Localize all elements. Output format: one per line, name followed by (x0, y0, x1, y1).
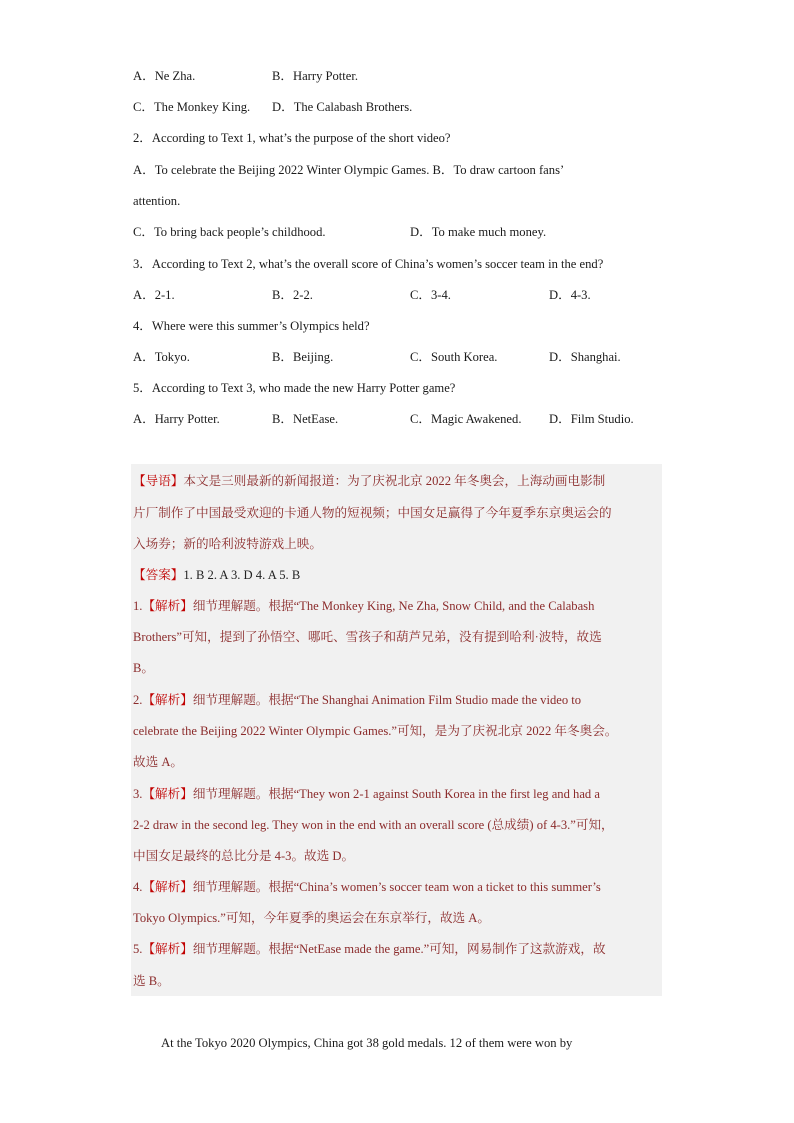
analysis-2-num: 2. (133, 693, 143, 707)
answers-tag: 【答案】 (133, 568, 184, 582)
analysis-2-line-2: celebrate the Beijing 2022 Winter Olympic Games.”可知，是为了庆祝北京 2022 年冬奥会。 (133, 724, 618, 738)
q2-option-b-cont: attention. (133, 194, 181, 208)
q1-option-b: B．Harry Potter. (272, 69, 359, 83)
q3-option-a: A．2-1. (133, 288, 175, 302)
analysis-5-line-2: 选 B。 (133, 974, 170, 988)
guide-line-1 (133, 473, 605, 489)
analysis-4-tag: 【解析】 (142, 880, 193, 894)
analysis-3-tag: 【解析】 (142, 787, 193, 801)
analysis-1-text-1: 细节理解题。根据“The Monkey King, Ne Zha, Snow Child, and the Calabash (192, 599, 595, 613)
analysis-5-num: 5. (133, 942, 143, 956)
q5-stem: 5．According to Text 3, who made the new Harry Potter game? (133, 381, 456, 395)
q4-option-a: A．Tokyo. (133, 350, 190, 364)
q3-option-d: D．4-3. (549, 288, 591, 302)
analysis-5-tag: 【解析】 (142, 942, 193, 956)
next-passage-text: At the Tokyo 2020 Olympics, China got 38 gold medals. 12 of them were won by (161, 1036, 573, 1050)
q2-option-a-b: A．To celebrate the Beijing 2022 Winter Olympic Games. B．To draw cartoon fans’ (133, 163, 565, 177)
q5-option-b: B．NetEase. (272, 412, 339, 426)
analysis-4-line-1 (133, 879, 601, 895)
analysis-1-line-3: B。 (133, 661, 154, 675)
analysis-4-text-1: 细节理解题。根据“China’s women’s soccer team won a ticket to this summer’s (192, 880, 601, 894)
q3-option-c: C．3-4. (410, 288, 451, 302)
q2-stem: 2．According to Text 1, what’s the purpose of the short video? (133, 131, 451, 145)
analysis-4-line-2: Tokyo Olympics.”可知，今年夏季的奥运会在东京举行，故选 A。 (133, 911, 490, 925)
analysis-2-tag: 【解析】 (142, 693, 193, 707)
guide-line-3: 入场券；新的哈利波特游戏上映。 (133, 537, 322, 551)
q4-stem: 4．Where were this summer’s Olympics held? (133, 319, 370, 333)
q1-option-c: C．The Monkey King. (133, 100, 251, 114)
analysis-3-line-2: 2-2 draw in the second leg. They won in the end with an overall score (总成绩) of 4-3.”可知， (133, 818, 614, 832)
q2-option-d: D．To make much money. (410, 225, 547, 239)
analysis-3-line-3: 中国女足最终的总比分是 4-3。故选 D。 (133, 849, 355, 863)
q2-option-c: C．To bring back people’s childhood. (133, 225, 326, 239)
q5-option-c: C．Magic Awakened. (410, 412, 522, 426)
q5-option-d: D．Film Studio. (549, 412, 634, 426)
guide-tag: 【导语】 (133, 474, 184, 488)
analysis-5-line-1 (133, 941, 606, 957)
q3-option-b: B．2-2. (272, 288, 313, 302)
answers-text: 1. B 2. A 3. D 4. A 5. B (183, 568, 301, 582)
analysis-2-text-1: 细节理解题。根据“The Shanghai Animation Film Studio made the video to (192, 693, 582, 707)
analysis-5-text-1: 细节理解题。根据“NetEase made the game.”可知，网易制作了这款游戏，故 (192, 942, 606, 956)
analysis-4-num: 4. (133, 880, 143, 894)
analysis-1-tag: 【解析】 (142, 599, 193, 613)
analysis-2-line-3: 故选 A。 (133, 755, 184, 769)
q5-option-a: A．Harry Potter. (133, 412, 220, 426)
analysis-3-text-1: 细节理解题。根据“They won 2-1 against South Korea in the first leg and had a (192, 787, 600, 801)
q4-option-c: C．South Korea. (410, 350, 498, 364)
guide-text-1: 本文是三则最新的新闻报道：为了庆祝北京 2022 年冬奥会，上海动画电影制 (183, 474, 606, 488)
analysis-3-num: 3. (133, 787, 143, 801)
q3-stem: 3．According to Text 2, what’s the overall score of China’s women’s soccer team in the end? (133, 257, 604, 271)
analysis-3-line-1 (133, 786, 600, 802)
analysis-1-line-2: Brothers”可知，提到了孙悟空、哪吒、雪孩子和葫芦兄弟，没有提到哈利·波特，故选 (133, 630, 602, 644)
q1-option-d: D．The Calabash Brothers. (272, 100, 413, 114)
q4-option-d: D．Shanghai. (549, 350, 621, 364)
guide-line-2: 片厂制作了中国最受欢迎的卡通人物的短视频；中国女足赢得了今年夏季东京奥运会的 (133, 506, 612, 520)
analysis-1-line-1 (133, 598, 594, 614)
answers-line (133, 567, 300, 583)
q1-option-a: A．Ne Zha. (133, 69, 196, 83)
q4-option-b: B．Beijing. (272, 350, 334, 364)
analysis-1-num: 1. (133, 599, 143, 613)
analysis-2-line-1 (133, 692, 581, 708)
